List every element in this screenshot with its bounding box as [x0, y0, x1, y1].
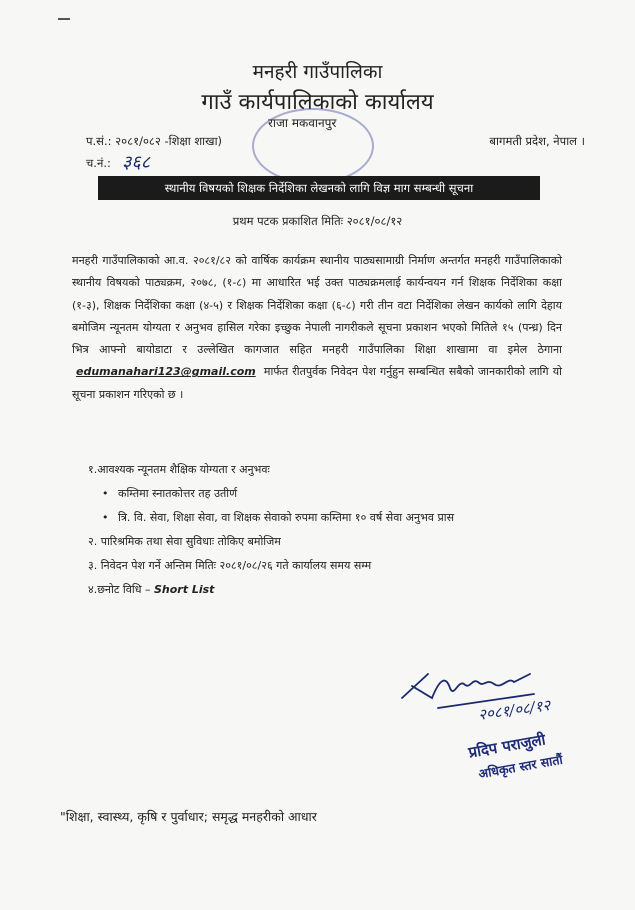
selection-label: ४.छनोट विधि –: [88, 583, 151, 596]
requirements-list: [88, 458, 578, 602]
signatory-name: प्रदिप पराजुली: [467, 730, 547, 762]
office-place: राजा मकवानपुर: [268, 116, 337, 130]
selection-method: Short List: [154, 583, 215, 596]
reference-number: प.सं.: २०८१/०८२ -शिक्षा शाखा): [86, 134, 223, 148]
body-text-part1: मनहरी गाउँपालिकाको आ.व. २०८१/८२ को वार्षिक कार्यक्रम स्थानीय पाठ्यसामाग्री निर्माण अन्तर्गत मनहरी गाउँपालिकाको स्थानीय विषयको पाठ्यक्रम, २०७८, (१-८) मा आधारित भई उक्त पाठ्यक्रमलाई कार्यन्वयन गर्न शिक्षक निर्देशिका कक्षा (१-३), शिक्षक निर्देशिका कक्षा (४-५) र शिक्षक निर्देशिका कक्षा (६-८) गरी तीन वटा निर्देशिका लेखन कार्यको लागि देहाय बमोजिम न्यूनतम योग्यता र अनुभव हासिल गरेका इच्छुक नेपाली नागरीकले सूचना प्रकाशन भएको मितिले १५ (पन्ध्र) दिन भित्र आफ्नो बायोडाटा र उल्लेखित कागजात सहित मनहरी गाउँपालिका शिक्षा शाखामा वा इमेल ठेगाना: [72, 254, 562, 357]
notice-title: स्थानीय विषयको शिक्षक निर्देशिका लेखनको लागि विज्ञ माग सम्बन्धी सूचना: [164, 180, 474, 195]
footer-motto: "शिक्षा, स्वास्थ्य, कृषि र पुर्वाधार; समृद्ध मनहरीको आधार: [60, 809, 317, 824]
signatory-title: अधिकृत स्तर सातौं: [477, 751, 564, 782]
province-address: बागमती प्रदेश, नेपाल ।: [489, 134, 585, 148]
dispatch-number-value: ३६८: [122, 152, 151, 173]
signature-date: २०८१/०८/१२: [477, 696, 552, 724]
requirement-qualification: १.आवश्यक न्यूनतम शैक्षिक योग्यता र अनुभवः: [88, 463, 270, 476]
requirement-bullet: • त्रि. वि. सेवा, शिक्षा सेवा, वा शिक्षक सेवाको रुपमा कम्तिमा १० वर्ष सेवा अनुभव प्रास: [88, 506, 578, 530]
dispatch-number-label: च.नं.:: [86, 156, 111, 170]
requirement-deadline: ३. निवेदन पेश गर्ने अन्तिम मितिः २०८१/०८/२६ गते कार्यालय समय सम्म: [88, 559, 372, 572]
requirement-selection: [88, 578, 578, 602]
requirement-remuneration: २. पारिश्रमिक तथा सेवा सुविधाः तोकिए बमोजिम: [88, 535, 281, 548]
office-name: गाउँ कार्यपालिकाको कार्यालय: [201, 90, 434, 115]
notice-body: [72, 250, 562, 406]
body-text-part2: मार्फत रीतपुर्वक निवेदन पेश गर्नुहुन सम्बन्धित सबैको जानकारीको लागि यो सूचना प्रकाशन गरिएको छ ।: [72, 365, 563, 401]
org-name: मनहरी गाउँपालिका: [252, 61, 383, 83]
notice-title-banner: [98, 176, 540, 200]
published-date: प्रथम पटक प्रकाशित मितिः २०८१/०८/१२: [232, 214, 403, 228]
email-address[interactable]: edumanahari123@gmail.com: [76, 365, 256, 379]
requirement-bullet: • कम्तिमा स्नातकोत्तर तह उतीर्ण: [88, 482, 578, 506]
corner-mark: [58, 18, 70, 20]
